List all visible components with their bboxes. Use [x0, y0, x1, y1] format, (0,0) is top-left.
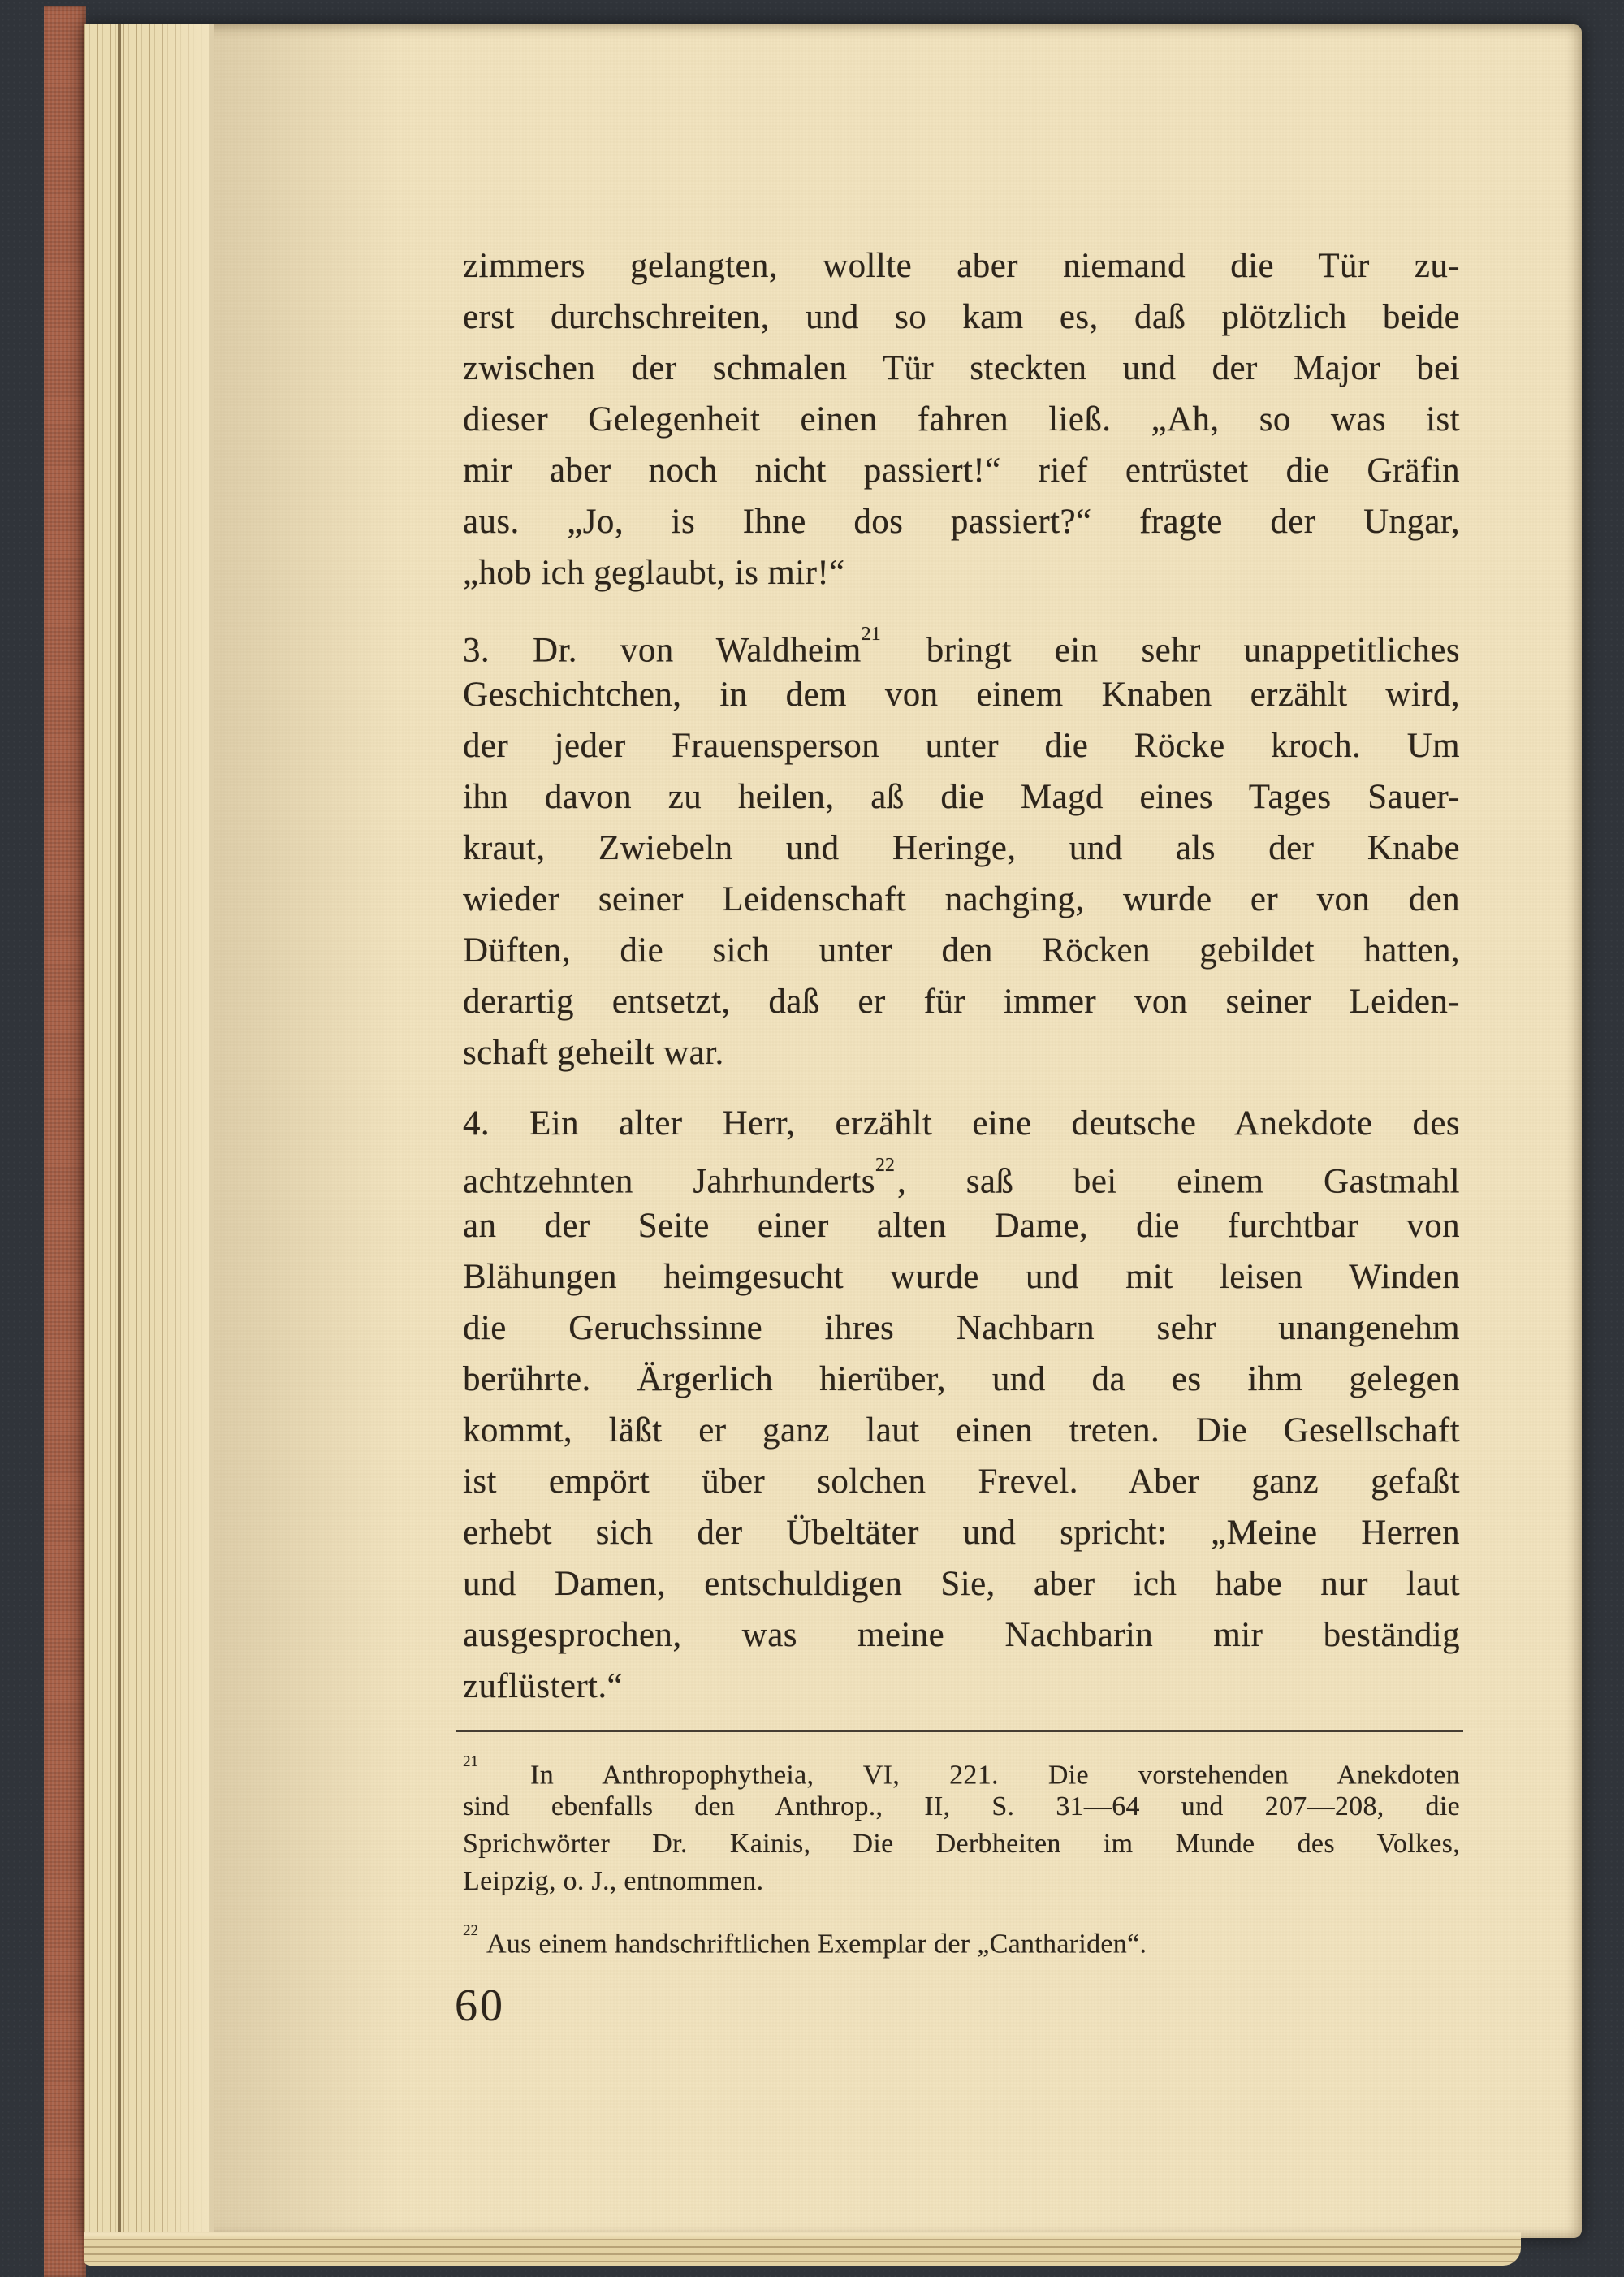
body-text	[463, 240, 1460, 1712]
text-line: Düften, die sich unter den Röcken gebildet hatten,	[463, 931, 1460, 970]
text-line: sind ebenfalls den Anthrop., II, S. 31—64 und 207—208, die	[463, 1791, 1460, 1821]
text-line: 3. Dr. von Waldheim$^{21}$ bringt ein sehr unappetitliches	[463, 624, 1460, 670]
text-line: $^{22}$ Aus einem handschriftlichen Exemplar der „Canthariden“.	[463, 1922, 1147, 1959]
text-line: der jeder Frauensperson unter die Röcke kroch. Um	[463, 727, 1460, 765]
footnote-marker: 21	[463, 1753, 479, 1771]
paragraph-anecdote-4	[463, 1098, 1460, 1712]
text-line: zuflüstert.“	[463, 1667, 624, 1705]
text-line: Blähungen heimgesucht wurde und mit leisen Winden	[463, 1258, 1460, 1296]
text-line: wieder seiner Leidenschaft nachging, wurde er von den	[463, 880, 1460, 918]
page-number: 60	[455, 1981, 505, 2031]
footnote-separator-rule	[456, 1730, 1463, 1732]
page-edge-stack	[84, 24, 214, 2238]
gutter-shadow	[209, 24, 396, 2238]
text-line: Leipzig, o. J., entnommen.	[463, 1866, 764, 1896]
text-line: mir aber noch nicht passiert!“ rief entrüstet die Gräfin	[463, 452, 1460, 490]
text-line: $^{21}$ In Anthropophytheia, VI, 221. Die vorstehenden Anekdoten	[463, 1753, 1460, 1791]
text-line: schaft geheilt war.	[463, 1034, 724, 1072]
text-line: und Damen, entschuldigen Sie, aber ich habe nur laut	[463, 1565, 1460, 1603]
text-line: erhebt sich der Übeltäter und spricht: „Meine Herren	[463, 1514, 1460, 1552]
text-line: 4. Ein alter Herr, erzählt eine deutsche Anekdote des	[463, 1104, 1460, 1143]
text-line: dieser Gelegenheit einen fahren ließ. „Ah, so was ist	[463, 400, 1460, 439]
paragraph-anecdote-3	[463, 618, 1460, 1078]
text-line: an der Seite einer alten Dame, die furchtbar von	[463, 1207, 1460, 1245]
text-line: „hob ich geglaubt, is mir!“	[463, 554, 845, 592]
text-line: Sprichwörter Dr. Kainis, Die Derbheiten im Munde des Volkes,	[463, 1829, 1460, 1859]
text-line: berührte. Ärgerlich hierüber, und da es ihm gelegen	[463, 1360, 1460, 1398]
text-line: aus. „Jo, is Ihne dos passiert?“ fragte der Ungar,	[463, 503, 1460, 541]
text-line: erst durchschreiten, und so kam es, daß plötzlich beide	[463, 298, 1460, 336]
text-line: kommt, läßt er ganz laut einen treten. Die Gesellschaft	[463, 1411, 1460, 1450]
page-bottom-edge-stack	[84, 2232, 1521, 2266]
footnote-marker: 22	[875, 1155, 895, 1177]
text-line: achtzehnten Jahrhunderts$^{22}$, saß bei einem Gastmahl	[463, 1155, 1460, 1201]
text-line: Geschichtchen, in dem von einem Knaben erzählt wird,	[463, 676, 1460, 714]
text-line: zimmers gelangten, wollte aber niemand die Tür zu-	[463, 247, 1460, 285]
book-cover-edge	[44, 6, 86, 2277]
text-line: ihn davon zu heilen, aß die Magd eines Tages Sauer-	[463, 778, 1460, 816]
text-line: ausgesprochen, was meine Nachbarin mir beständig	[463, 1616, 1460, 1654]
text-line: kraut, Zwiebeln und Heringe, und als der Knabe	[463, 829, 1460, 867]
text-line: zwischen der schmalen Tür steckten und der Major bei	[463, 349, 1460, 387]
paragraph-continuation	[463, 240, 1460, 598]
footnote-21	[463, 1751, 1460, 1900]
footnote-22	[463, 1920, 1460, 1957]
text-line: die Geruchssinne ihres Nachbarn sehr unangenehm	[463, 1309, 1460, 1347]
footnote-marker: 21	[861, 624, 881, 646]
footnotes-block	[463, 1751, 1460, 1957]
footnote-marker: 22	[463, 1922, 479, 1940]
text-line: ist empört über solchen Frevel. Aber ganz gefaßt	[463, 1463, 1460, 1501]
text-line: derartig entsetzt, daß er für immer von seiner Leiden-	[463, 983, 1460, 1021]
